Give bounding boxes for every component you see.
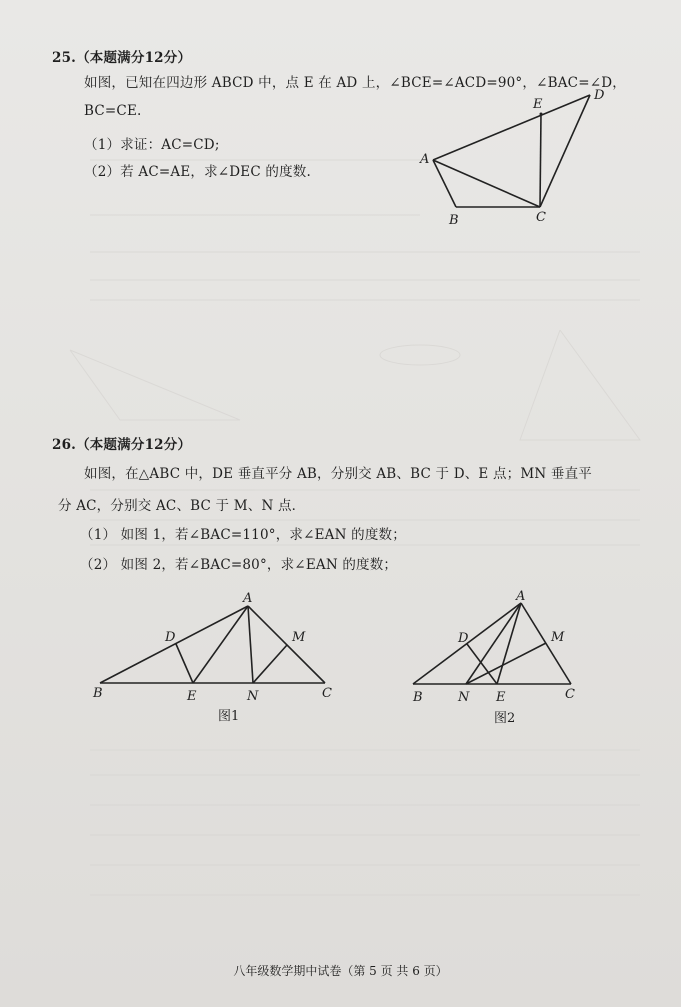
q25-label-B: B (449, 213, 459, 228)
fig2-label-C: C (565, 687, 575, 702)
fig2-seg-AN (466, 603, 521, 684)
q26-part1: （1） 如图 1，若∠BAC=110°，求∠EAN 的度数； (80, 527, 406, 543)
q25-label-C: C (536, 210, 546, 225)
fig2-label-N: N (458, 690, 470, 705)
fig1-label-A: A (243, 591, 253, 606)
fig1-label-M: M (292, 630, 306, 645)
fig1-caption: 图1 (218, 709, 240, 724)
q25-part1: （1）求证：AC=CD; (84, 137, 220, 153)
q25-statement-line2: BC=CE. (84, 103, 142, 119)
q25-statement-line1: 如图，已知在四边形 ABCD 中，点 E 在 AD 上，∠BCE=∠ACD=90°，∠BAC=∠D， (84, 75, 626, 91)
page-footer: 八年级数学期中试卷（第 5 页 共 6 页） (233, 964, 448, 978)
fig1-label-E: E (187, 689, 197, 704)
fig1-label-C: C (322, 686, 332, 701)
fig1-label-D: D (165, 630, 176, 645)
q26-statement-line2: 分 AC，分别交 AC、BC 于 M、N 点． (58, 498, 306, 514)
fig2-label-D: D (458, 631, 469, 646)
q26-statement-line1: 如图，在△ABC 中，DE 垂直平分 AB，分别交 AB、BC 于 D、E 点；MN 垂直平 (84, 466, 592, 482)
fig2-label-M: M (551, 630, 565, 645)
q25-header-text: 25.（本题满分12分） (52, 50, 192, 66)
q25-part2: （2）若 AC=AE，求∠DEC 的度数. (84, 164, 311, 180)
fig2-seg-AE (497, 603, 521, 684)
fig2-caption: 图2 (494, 711, 516, 726)
fig2-seg-DE (467, 644, 497, 684)
q26-header-text: 26.（本题满分12分） (52, 437, 192, 453)
q25-label-E: E (533, 97, 543, 112)
q25-label-D: D (594, 88, 605, 103)
q25-label-A: A (420, 152, 430, 167)
fig2-label-A: A (516, 589, 526, 604)
fig1-label-B: B (93, 686, 103, 701)
fig1-label-N: N (247, 689, 259, 704)
fig2-label-E: E (496, 690, 506, 705)
q26-part2: （2） 如图 2，若∠BAC=80°，求∠EAN 的度数； (80, 557, 398, 573)
fig2-label-B: B (413, 690, 423, 705)
fig2-seg-MN (466, 643, 546, 684)
